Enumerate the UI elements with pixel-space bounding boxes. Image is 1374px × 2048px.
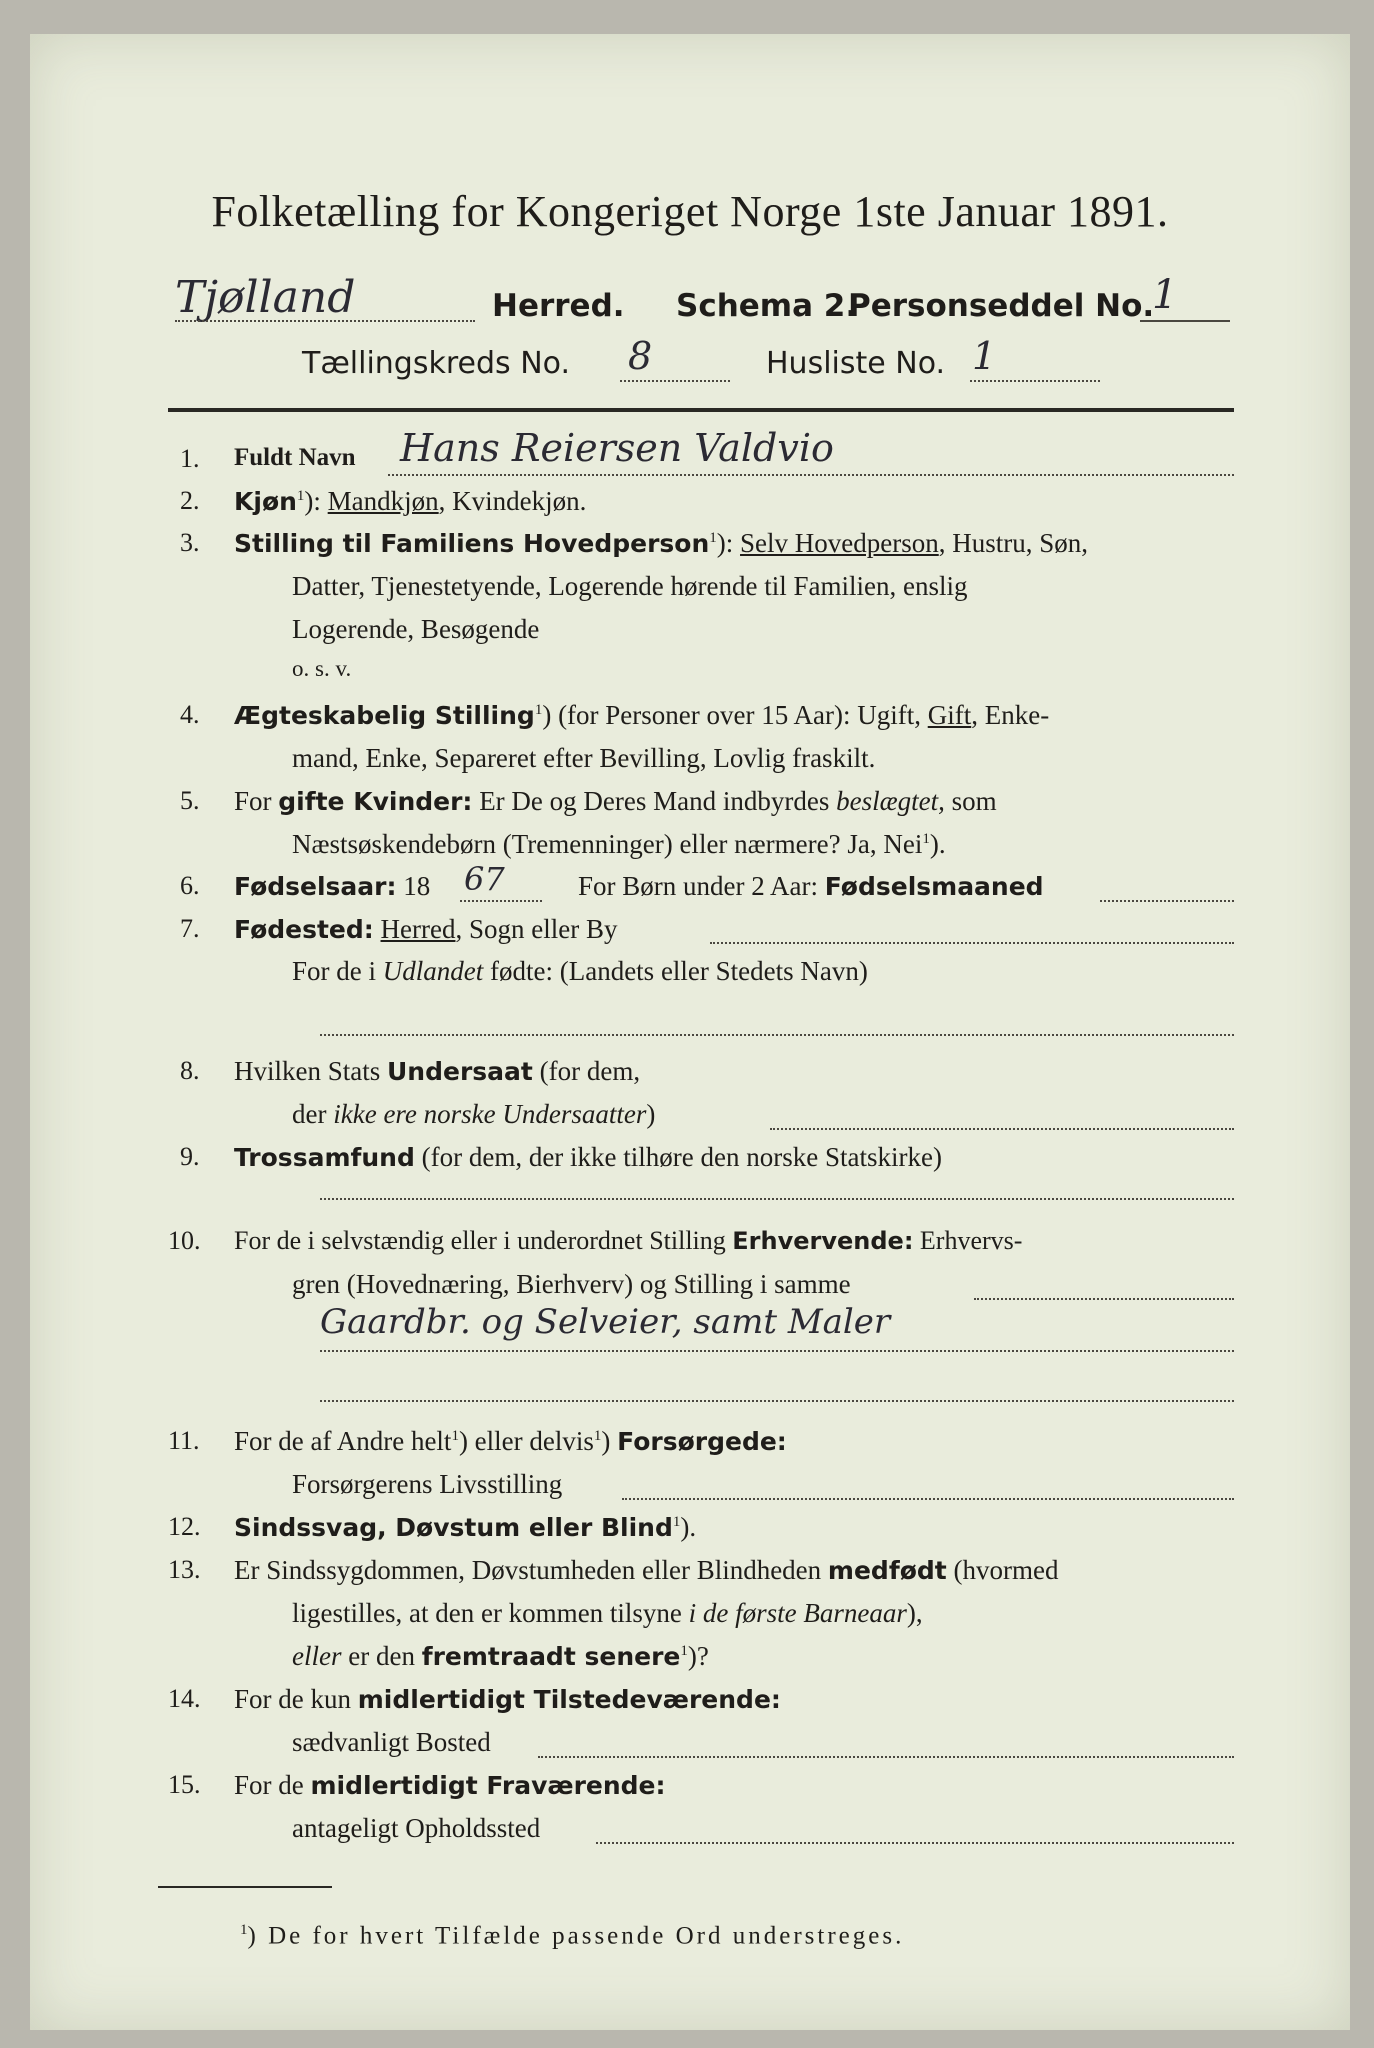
temporary-absent-prefix: For de	[234, 1770, 311, 1800]
item-number: 11.	[168, 1426, 200, 1455]
birth-month-label: Fødselsmaaned	[824, 872, 1044, 901]
religion-dots	[320, 1198, 1234, 1200]
birthplace-selected: Herred	[380, 914, 456, 944]
husliste-value: 1	[972, 334, 997, 378]
item-number: 12.	[168, 1512, 201, 1541]
occupation-line2: gren (Hovednæring, Bierhverv) og Stilling i samme	[292, 1269, 851, 1299]
dependents-text2: )	[601, 1426, 618, 1456]
family-position-line	[234, 528, 1088, 559]
occupation-dots-1	[974, 1298, 1234, 1300]
religion-text: (for dem, der ikke tilhøre den norske Statskirke)	[414, 1142, 942, 1172]
birth-month-line	[578, 871, 1044, 902]
occupation-text: Erhvervs-	[913, 1226, 1023, 1255]
sex-option-female: , Kvindekjøn.	[438, 486, 587, 516]
congenital-line2-italic: i de første Barneaar	[688, 1598, 907, 1628]
footnote-ref: 1	[680, 1643, 688, 1659]
personseddel-value: 1	[1152, 272, 1178, 318]
married-women-prefix: For	[234, 786, 279, 816]
occupation-prefix: For de i selvstændig eller i underordnet Stilling	[234, 1226, 733, 1255]
sex-label: Kjøn	[234, 487, 297, 516]
family-position-text: ):	[716, 528, 741, 558]
married-women-text: Er De og Deres Mand indbyrdes	[472, 786, 837, 816]
item-number: 15.	[168, 1770, 201, 1799]
congenital-line3-italic: eller	[292, 1641, 342, 1671]
full-name-dots	[388, 474, 1234, 476]
marital-status-text: ) (for Personer over 15 Aar): Ugift,	[542, 700, 928, 730]
family-position-label: Stilling til Familiens Hovedperson	[234, 529, 710, 558]
citizenship-label: Undersaat	[387, 1057, 533, 1086]
temporary-present-line2: sædvanligt Bosted	[292, 1727, 491, 1757]
birthplace-line2-b: fødte: (Landets eller Stedets Navn)	[483, 956, 868, 986]
herred-value: Tjølland	[175, 272, 356, 323]
congenital-line3-b: )?	[687, 1641, 709, 1671]
item-number: 8.	[180, 1056, 200, 1085]
occupation-dots-2	[320, 1350, 1234, 1352]
full-name-value: Hans Reiersen Valdvio	[400, 426, 834, 470]
congenital-line3	[292, 1641, 709, 1672]
footnote-ref: 1	[451, 1428, 459, 1444]
birth-month-text: For Børn under 2 Aar:	[578, 871, 825, 901]
congenital-label: medfødt	[827, 1556, 947, 1585]
occupation-label: Erhvervende:	[732, 1227, 914, 1255]
congenital-line3-label: fremtraadt senere	[421, 1642, 681, 1671]
married-women-line2-text: Næstsøskendebørn (Tremenninger) eller nærmere? Ja, Nei	[292, 829, 923, 859]
family-position-selected: Selv Hovedperson	[740, 528, 939, 558]
married-women-line2	[292, 829, 946, 860]
item-number: 14.	[168, 1684, 201, 1713]
item-number: 9.	[180, 1142, 200, 1171]
dependents-dots	[622, 1498, 1234, 1500]
birthplace-line2	[292, 956, 868, 987]
footnote-text: ) De for hvert Tilfælde passende Ord understreges.	[247, 1922, 905, 1950]
taellingskreds-label: Tællingskreds No.	[302, 346, 570, 381]
birth-year-line	[234, 871, 430, 902]
citizenship-line	[234, 1056, 640, 1087]
birthplace-line2-italic: Udlandet	[382, 956, 484, 986]
citizenship-line2-italic: ikke ere norske Undersaatter	[333, 1099, 647, 1129]
citizenship-line2-a: der	[292, 1099, 334, 1129]
birthplace-foreign-dots	[320, 1034, 1234, 1036]
married-women-line2-end: ).	[929, 829, 946, 859]
temporary-absent-line	[234, 1770, 666, 1801]
temporary-present-line	[234, 1684, 781, 1715]
married-women-end: som	[944, 786, 997, 816]
personseddel-label: Personseddel No.	[848, 288, 1155, 324]
husliste-dots	[970, 380, 1100, 382]
congenital-line	[234, 1555, 1058, 1586]
religion-label: Trossamfund	[234, 1143, 415, 1172]
married-women-italic: beslægtet,	[836, 786, 945, 816]
personseddel-dots	[1140, 320, 1230, 322]
taellingskreds-value: 8	[628, 334, 653, 378]
dependents-label: Forsørgede:	[617, 1427, 787, 1456]
sex-line	[234, 486, 586, 517]
dependents-line2: Forsørgerens Livsstilling	[292, 1469, 563, 1499]
occupation-value: Gaardbr. og Selveier, samt Maler	[320, 1302, 891, 1342]
disability-label: Sindssvag, Døvstum eller Blind	[234, 1513, 673, 1542]
item-number: 10.	[168, 1226, 201, 1255]
birthplace-label: Fødested:	[234, 915, 374, 944]
dependents-text: ) eller delvis	[458, 1426, 594, 1456]
footnote-marker: 1	[240, 1922, 248, 1938]
item-number: 13.	[168, 1555, 201, 1584]
citizenship-prefix: Hvilken Stats	[234, 1056, 387, 1086]
married-women-label: gifte Kvinder:	[278, 787, 473, 816]
item-number: 6.	[180, 871, 200, 900]
header-rule	[168, 408, 1234, 412]
temporary-present-prefix: For de kun	[234, 1684, 358, 1714]
census-form-sheet	[30, 34, 1350, 2030]
citizenship-line2-b: )	[646, 1099, 656, 1129]
birthplace-text: , Sogn eller By	[455, 914, 618, 944]
birthplace-line	[234, 914, 617, 945]
family-position-line3: Logerende, Besøgende	[292, 614, 540, 644]
marital-status-rest: , Enke-	[971, 700, 1050, 730]
footnote-ref: 1	[922, 831, 930, 847]
footnote-ref: 1	[593, 1428, 602, 1444]
disability-text: ).	[680, 1512, 697, 1542]
disability-line	[234, 1512, 696, 1543]
herred-dots	[175, 320, 475, 322]
temporary-present-label: midlertidigt Tilstedeværende:	[357, 1685, 781, 1714]
item-number: 4.	[180, 700, 200, 729]
husliste-label: Husliste No.	[766, 346, 946, 381]
citizenship-line2	[292, 1099, 655, 1130]
birth-month-dots	[1100, 900, 1234, 902]
family-position-line2: Datter, Tjenestetyende, Logerende hørende til Familien, enslig	[292, 571, 968, 601]
birth-year-prefix: 18	[396, 871, 431, 901]
item-number: 2.	[180, 486, 200, 515]
temporary-absent-dots	[596, 1842, 1234, 1844]
congenital-prefix: Er Sindssygdommen, Døvstumheden eller Blindheden	[234, 1555, 828, 1585]
congenital-line2-b: ),	[906, 1598, 923, 1628]
herred-label: Herred.	[492, 288, 625, 324]
citizenship-dots	[770, 1128, 1234, 1130]
marital-status-selected: Gift	[927, 700, 972, 730]
full-name-label: Fuldt Navn	[234, 444, 356, 471]
marital-status-label: Ægteskabelig Stilling	[234, 701, 535, 730]
birthplace-dots	[710, 942, 1234, 944]
item-number: 3.	[180, 528, 200, 557]
item-number: 5.	[180, 786, 200, 815]
item-number: 7.	[180, 914, 200, 943]
schema-label: Schema 2.	[676, 288, 858, 324]
footnote-ref: 1	[672, 1514, 681, 1530]
sex-text: ):	[304, 486, 328, 516]
occupation-line	[234, 1226, 1022, 1256]
dependents-prefix: For de af Andre helt	[234, 1426, 452, 1456]
form-title: Folketælling for Kongeriget Norge 1ste Januar 1891.	[211, 187, 1169, 236]
temporary-absent-line2: antageligt Opholdssted	[292, 1813, 541, 1843]
congenital-line3-a: er den	[341, 1641, 422, 1671]
temporary-present-dots	[538, 1756, 1234, 1758]
taellingskreds-dots	[620, 380, 730, 382]
sex-option-male: Mandkjøn	[327, 486, 439, 516]
family-position-rest: , Hustru, Søn,	[938, 528, 1089, 558]
congenital-line2	[292, 1598, 923, 1629]
family-position-line4: o. s. v.	[292, 656, 352, 681]
footnote-ref: 1	[534, 702, 543, 718]
footnote-rule	[158, 1886, 332, 1888]
birth-year-dots	[460, 900, 542, 902]
congenital-line2-a: ligestilles, at den er kommen tilsyne	[292, 1598, 689, 1628]
occupation-dots-3	[320, 1400, 1234, 1402]
dependents-line	[234, 1426, 787, 1457]
birth-year-value: 67	[464, 860, 505, 898]
footnote-ref: 1	[709, 530, 717, 546]
marital-status-line2: mand, Enke, Separeret efter Bevilling, Lovlig fraskilt.	[292, 743, 876, 773]
religion-line	[234, 1142, 942, 1173]
congenital-text: (hvormed	[946, 1555, 1059, 1585]
married-women-line	[234, 786, 997, 817]
marital-status-line	[234, 700, 1049, 731]
birth-year-label: Fødselsaar:	[234, 872, 397, 901]
birthplace-line2-a: For de i	[292, 956, 383, 986]
citizenship-text: (for dem,	[532, 1056, 641, 1086]
item-number: 1.	[180, 444, 200, 473]
footnote	[240, 1922, 904, 1950]
temporary-absent-label: midlertidigt Fraværende:	[310, 1771, 666, 1800]
footnote-ref: 1	[296, 488, 305, 504]
